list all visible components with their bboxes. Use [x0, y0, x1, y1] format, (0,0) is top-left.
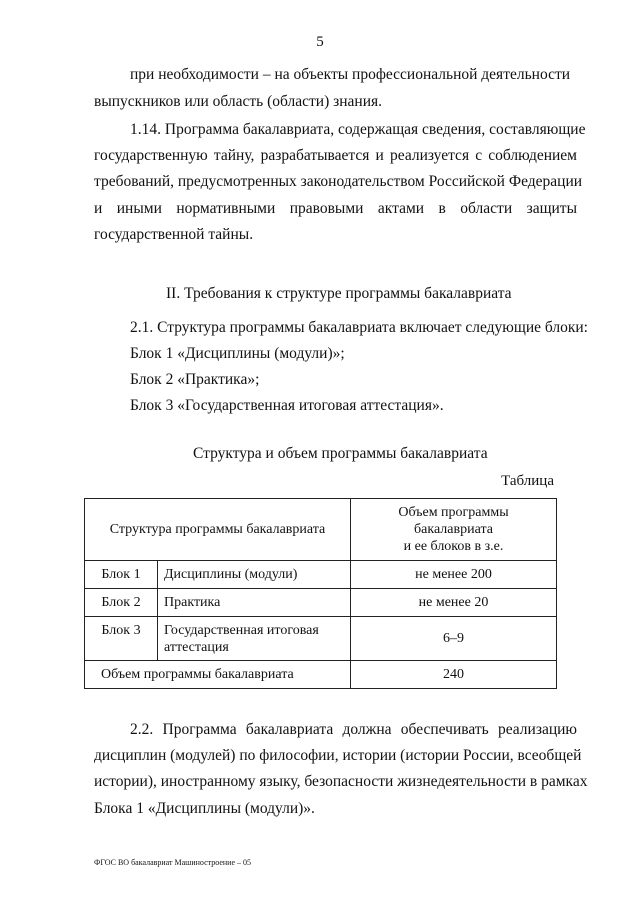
block-volume: не менее 200 [351, 561, 557, 589]
paragraph-line: и иными нормативными правовыми актами в области защиты [94, 200, 577, 217]
block-name-line: Государственная итоговая [164, 622, 319, 638]
paragraph-line: выпускников или область (области) знания. [94, 93, 383, 110]
paragraph-line: требований, предусмотренных законодательством Российской Федерации [94, 173, 583, 190]
block-name-line: аттестация [164, 639, 229, 655]
block-name [158, 617, 351, 661]
paragraph-line: дисциплин (модулей) по философии, истории (истории России, всеобщей [94, 747, 582, 764]
block-code: Блок 1 [85, 561, 158, 589]
table-row [85, 617, 557, 661]
table-total-row [85, 661, 557, 689]
table-row [85, 561, 557, 589]
paragraph-line: 2.1. Структура программы бакалавриата включает следующие блоки: [130, 319, 588, 336]
total-value: 240 [351, 661, 557, 689]
header-volume-line: бакалавриата [414, 522, 493, 537]
paragraph-line: 1.14. Программа бакалавриата, содержащая сведения, составляющие [130, 121, 586, 138]
page-number: 5 [316, 34, 324, 50]
header-volume-line: и ее блоков в з.е. [403, 539, 504, 554]
block-volume: 6–9 [351, 617, 557, 661]
paragraph-line: истории), иностранному языку, безопасности жизнедеятельности в рамках [94, 773, 588, 790]
list-item: Блок 2 «Практика»; [130, 371, 260, 388]
table-label: Таблица [501, 473, 554, 489]
structure-table [84, 498, 557, 689]
paragraph-line: Блока 1 «Дисциплины (модули)». [94, 800, 315, 817]
header-volume-cell [351, 499, 557, 561]
table-title: Структура и объем программы бакалавриата [193, 445, 488, 462]
block-code: Блок 3 [85, 617, 158, 661]
block-name: Дисциплины (модули) [158, 561, 351, 589]
total-label: Объем программы бакалавриата [85, 661, 351, 689]
header-structure-cell: Структура программы бакалавриата [85, 499, 351, 561]
paragraph-line: при необходимости – на объекты профессиональной деятельности [130, 66, 571, 83]
header-volume-line: Объем программы [398, 505, 509, 520]
page-footer: ФГОС ВО бакалавриат Машиностроение – 05 [94, 858, 252, 867]
block-volume: не менее 20 [351, 589, 557, 617]
table-header-row [85, 499, 557, 561]
paragraph-line: 2.2. Программа бакалавриата должна обеспечивать реализацию [130, 721, 577, 738]
list-item: Блок 1 «Дисциплины (модули)»; [130, 345, 345, 362]
paragraph-line: государственную тайну, разрабатывается и реализуется с соблюдением [94, 147, 577, 164]
list-item: Блок 3 «Государственная итоговая аттестация». [130, 397, 444, 414]
block-code: Блок 2 [85, 589, 158, 617]
table-row [85, 589, 557, 617]
block-name: Практика [158, 589, 351, 617]
paragraph-line: государственной тайны. [94, 226, 254, 243]
section-heading: II. Требования к структуре программы бакалавриата [166, 285, 512, 302]
